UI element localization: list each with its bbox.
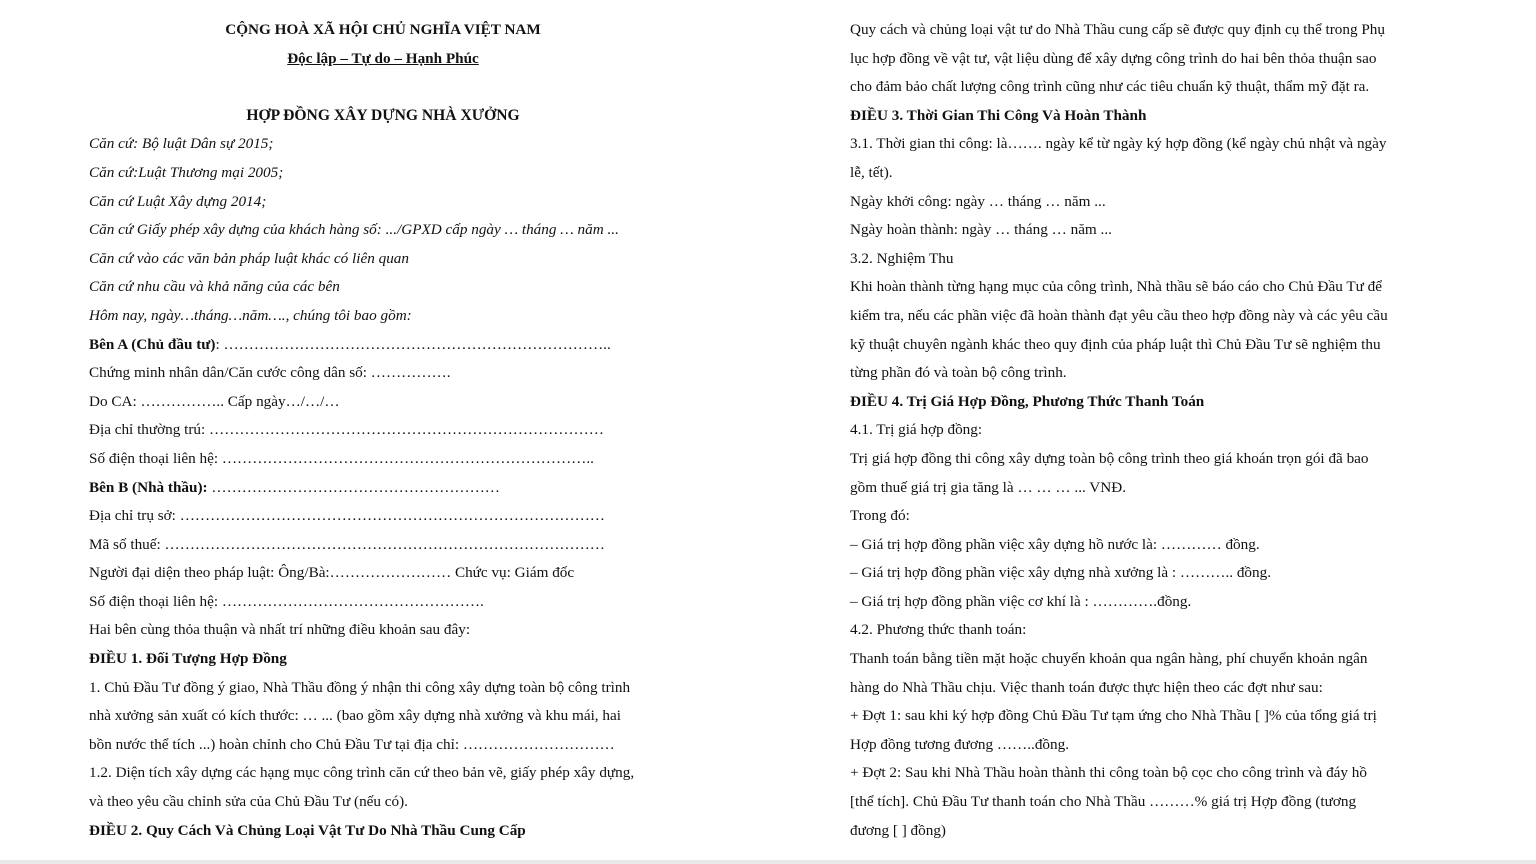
party-b-line (89, 474, 689, 503)
party-b-detail: Địa chỉ trụ sở: ………………………………………………………………………… (89, 507, 605, 525)
basis-line: Hôm nay, ngày…tháng…năm…., chúng tôi bao gồm: (89, 306, 412, 324)
article-4-text: Trong đó: (850, 507, 910, 525)
article-1-heading: ĐIỀU 1. Đối Tượng Hợp Đồng (89, 650, 287, 668)
basis-line: Căn cứ Luật Xây dựng 2014; (89, 192, 267, 210)
article-4-text: Hợp đồng tương đương ……..đồng. (850, 735, 1070, 753)
article-3-text: Ngày hoàn thành: ngày … tháng … năm ... (850, 221, 1112, 239)
party-b-label: Bên B (Nhà thầu): (89, 478, 208, 496)
article-2-text: cho đảm bảo chất lượng công trình cũng như các tiêu chuẩn kỹ thuật, thẩm mỹ đặt ra. (850, 78, 1370, 96)
right-page-column (850, 16, 1450, 845)
article-4-text: – Giá trị hợp đồng phần việc xây dựng nhà xưởng là : ……….. đồng. (850, 564, 1272, 582)
article-4-text: đương [ ] đồng) (850, 821, 946, 839)
national-header: CỘNG HOÀ XÃ HỘI CHỦ NGHĨA VIỆT NAM (225, 21, 541, 38)
article-4-text: 4.1. Trị giá hợp đồng: (850, 421, 983, 439)
article-1-text: 1.2. Diện tích xây dựng các hạng mục công trình căn cứ theo bản vẽ, giấy phép xây dựng, (89, 764, 635, 782)
party-a-detail: Chứng minh nhân dân/Căn cước công dân số: ……………. (89, 364, 451, 382)
basis-line: Căn cứ: Bộ luật Dân sự 2015; (89, 135, 274, 153)
contract-title: HỢP ĐỒNG XÂY DỰNG NHÀ XƯỞNG (246, 106, 520, 124)
party-b-detail: Người đại diện theo pháp luật: Ông/Bà:…………………… Chức vụ: Giám đốc (89, 564, 575, 582)
party-b-detail: Mã số thuế: …………………………………………………………………………… (89, 535, 605, 553)
party-b-dots: ………………………………………………… (207, 478, 500, 496)
party-a-detail: Số điện thoại liên hệ: ……………………………………………………………….. (89, 449, 594, 467)
left-page-column (89, 16, 689, 845)
article-3-text: kiểm tra, nếu các phần việc đã hoàn thành đạt yêu cầu theo hợp đồng này và các yêu cầu (850, 306, 1388, 324)
page-bottom-strip (0, 860, 1536, 864)
party-a-detail: Địa chỉ thường trú: …………………………………………………………………… (89, 421, 604, 439)
article-3-text: Khi hoàn thành từng hạng mục của công trình, Nhà thầu sẽ báo cáo cho Chủ Đầu Tư để (850, 278, 1382, 296)
article-4-text: [thể tích]. Chủ Đầu Tư thanh toán cho Nhà Thầu ………% giá trị Hợp đồng (tương (850, 793, 1357, 811)
article-2-heading: ĐIỀU 2. Quy Cách Và Chủng Loại Vật Tư Do Nhà Thầu Cung Cấp (89, 821, 526, 839)
party-b-detail: Số điện thoại liên hệ: ……………………………………………. (89, 592, 484, 610)
article-4-text: + Đợt 1: sau khi ký hợp đồng Chủ Đầu Tư tạm ứng cho Nhà Thầu [ ]% của tổng giá trị (850, 707, 1377, 725)
basis-line: Căn cứ:Luật Thương mại 2005; (89, 163, 284, 181)
party-a-label: Bên A (Chủ đầu tư) (89, 335, 216, 353)
article-4-text: 4.2. Phương thức thanh toán: (850, 621, 1027, 639)
article-3-text: Ngày khởi công: ngày … tháng … năm ... (850, 192, 1106, 210)
article-1-text: bồn nước thể tích ...) hoàn chỉnh cho Chủ Đầu Tư tại địa chỉ: ………………………… (89, 735, 615, 753)
basis-line: Căn cứ Giấy phép xây dựng của khách hàng số: .../GPXD cấp ngày … tháng … năm ... (89, 221, 619, 239)
article-4-text: – Giá trị hợp đồng phần việc cơ khí là : ………….đồng. (850, 592, 1192, 610)
article-1-text: và theo yêu cầu chỉnh sửa của Chủ Đầu Tư (nếu có). (89, 793, 408, 811)
article-3-text: từng phần đó và toàn bộ công trình. (850, 364, 1067, 382)
party-a-detail: Do CA: …………….. Cấp ngày…/…/… (89, 392, 340, 410)
motto-text: Độc lập – Tự do – Hạnh Phúc (287, 49, 479, 67)
article-4-text: Trị giá hợp đồng thi công xây dựng toàn bộ công trình theo giá khoán trọn gói đã bao (850, 449, 1369, 467)
article-4-text: – Giá trị hợp đồng phần việc xây dựng hồ nước là: ………… đồng. (850, 535, 1260, 553)
article-1-text: nhà xưởng sản xuất có kích thước: … ... (bao gồm xây dựng nhà xưởng và khu mái, hai (89, 707, 621, 725)
article-4-text: hàng do Nhà Thầu chịu. Việc thanh toán được thực hiện theo các đợt như sau: (850, 678, 1323, 696)
article-4-heading: ĐIỀU 4. Trị Giá Hợp Đồng, Phương Thức Thanh Toán (850, 392, 1205, 410)
article-2-text: lục hợp đồng về vật tư, vật liệu dùng để xây dựng công trình do hai bên thỏa thuận sao (850, 49, 1377, 67)
article-3-text: lễ, tết). (850, 163, 893, 181)
party-a-dots: : ………………………………………………………………….. (215, 335, 611, 353)
basis-line: Căn cứ vào các văn bản pháp luật khác có liên quan (89, 249, 409, 267)
agreement-line: Hai bên cùng thỏa thuận và nhất trí những điều khoản sau đây: (89, 621, 471, 639)
article-4-text: gồm thuế giá trị gia tăng là … … … ... VNĐ. (850, 478, 1127, 496)
article-1-text: 1. Chủ Đầu Tư đồng ý giao, Nhà Thầu đồng ý nhận thi công xây dựng toàn bộ công trình (89, 678, 631, 696)
party-a-line (89, 331, 689, 360)
article-4-text: Thanh toán bằng tiền mặt hoặc chuyển khoản qua ngân hàng, phí chuyển khoản ngân (850, 650, 1368, 668)
article-2-text: Quy cách và chủng loại vật tư do Nhà Thầu cung cấp sẽ được quy định cụ thể trong Phụ (850, 21, 1385, 38)
article-3-text: 3.2. Nghiệm Thu (850, 249, 954, 267)
article-3-text: kỹ thuật chuyên ngành khác theo quy định của pháp luật thì Chủ Đầu Tư sẽ nghiệm thu (850, 335, 1381, 353)
basis-line: Căn cứ nhu cầu và khả năng của các bên (89, 278, 340, 296)
article-3-text: 3.1. Thời gian thi công: là……. ngày kể từ ngày ký hợp đồng (kể ngày chủ nhật và ngày (850, 135, 1387, 153)
article-3-heading: ĐIỀU 3. Thời Gian Thi Công Và Hoàn Thành (850, 106, 1147, 124)
national-motto (89, 45, 677, 74)
article-4-text: + Đợt 2: Sau khi Nhà Thầu hoàn thành thi công toàn bộ cọc cho công trình và đáy hồ (850, 764, 1367, 782)
